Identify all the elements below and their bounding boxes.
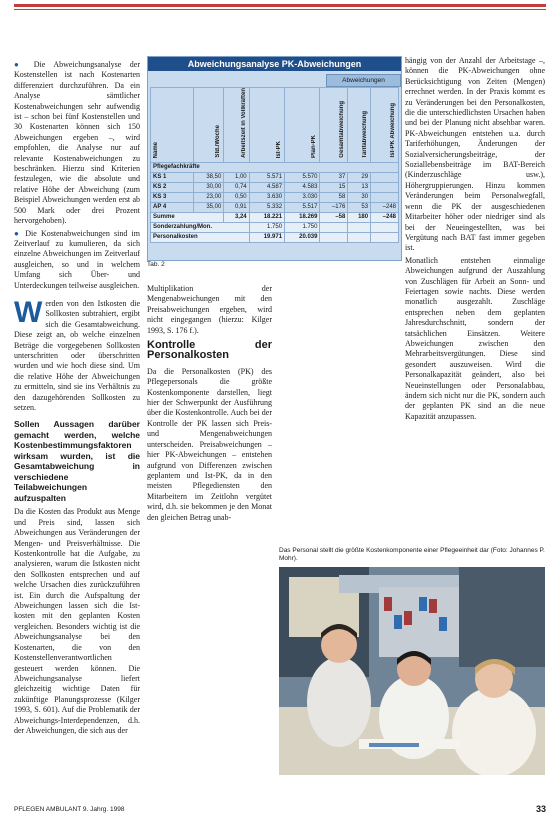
top-rule: [14, 4, 546, 7]
col1-paragraph-1: ● Die Abweichungsanalyse der Kostenstellen ist nach Kostenarten differenziert durchzuführen. Da ein Analyse sämtlicher Kostenabweichungen sehr aufwendig ist – schon bei fünf Kostenstellen und 30 Kostenarten können sich 150 Abweichungen ergeben –, wird empfohlen, die Analyse nur auf relevante Kostenabweichungen zu beschränken. Hierzu sind Kriterien festzulegen, wie die absolute und relative Höhe der Abweichung (zum Beispiel Abweichungen werden erst ab 500 Mark oder drei Prozent hervorgehoben).: [14, 60, 140, 226]
table-title: Abweichungsanalyse PK-Abweichungen: [148, 57, 401, 71]
table-group-header: Abweichungen: [326, 74, 401, 87]
column-3: [405, 56, 545, 542]
col1-paragraph-3: W erden von den Istkosten die Sollkosten subtrahiert, ergibt sich die Gesamtabweichung. Diese zeigt an, ob welche einzelnen Beträge die vorgegebenen Sollkosten unterschritten oder überschritten wurden und wie hoch diese sind. Um die relative Höhe der Abweichungen zu ermitteln, sind sie ins Verhältnis zu den dazugehörenden Sollkosten zu setzen.: [14, 295, 140, 412]
table-row: AP 4 35,00 0,91 5.332 5.517 –176 53 –248: [151, 202, 399, 212]
photo-caption: Das Personal stellt die größte Kostenkomponente einer Pflegeeinheit dar (Foto: Johannes P. Mohr).: [279, 547, 545, 562]
page-footer: [14, 806, 546, 813]
col-header: Arbeitszeit in Vollkräften: [224, 88, 249, 163]
table-grid: [150, 87, 399, 243]
col1-subheading: Sollen Aussagen darüber gemacht werden, welche Kostenbestimmungsfaktoren wirksam wurden, ist die Gesamtabweichung in verschiedene Teilabweichungen aufzuspalten: [14, 419, 140, 503]
col2-paragraph-1: Multiplikation der Mengenabweichungen mit den Preisabweichungen ergeben, wird nicht eingegangen (hierzu: Kilger 1993, S. 176 f.).: [147, 284, 272, 335]
table-row: KS 3 23,00 0,50 3.630 3.030 58 30: [151, 192, 399, 202]
table-sum-row: Summe 3,24 18.221 18.269 –58 180 –248: [151, 212, 399, 222]
col-header: Ist-PK Abweichung: [371, 88, 399, 163]
drop-cap: W: [14, 295, 43, 329]
col-header: Ist-PK: [249, 88, 284, 163]
bullet-icon: ●: [14, 228, 22, 238]
table-row: KS 1 38,50 1,00 5.571 5.570 37 29: [151, 172, 399, 182]
col1-paragraph-2: ● Die Kostenabweichungen sind im Zeitverlauf zu kumulieren, da sich einzelne Abweichungen im Zeitverlauf ausgleichen, so und in welchem Umfang sich Über- und Unterdeckungen teilweise ausgleichen.: [14, 228, 140, 290]
page-number: 33: [535, 804, 546, 814]
col-header: Tarifabweichung: [348, 88, 371, 163]
journal-name: PFLEGEN AMBULANT 9. Jahrg. 1998: [14, 806, 125, 813]
photo-illustration: [279, 567, 545, 775]
table-special-row: Sonderzahlung/Mon. 1.750 1.750: [151, 222, 399, 232]
col3-paragraph-1: hängig von der Anzahl der Arbeitstage –, können die PK-Abweichungen ohne Berücksichtigung von Zeiten (Mengen) errechnet werden. In der Praxis kommt es zu Veränderungen bei den Personalkosten, die die unterschiedlichsten Ursachen haben und bei der Planung nicht absehbar waren. PK-Abweichungen entstehen u.a. durch Tariferhöhungen, Änderungen der Sozialversicherungsbeiträge, der Soziallebensbeiträge im BAT-Bereich (Kinderzuschläge usw.), Höhergruppierungen. Hinzu kommen Veränderungen beim Personalwegfall, wenn die PK der ausgeschiedenen Mitarbeiter höher oder niedriger sind als bei der Neueingestellten, was bei Vergütung nach BAT fast immer gegeben ist.: [405, 56, 545, 253]
bullet-icon: ●: [14, 60, 26, 69]
column-1: [14, 60, 140, 802]
table-section-row: Pflegefachkräfte: [151, 162, 399, 172]
table-header-row: [151, 88, 399, 163]
col3-paragraph-2: Monatlich entstehen einmalige Abweichungen aufgrund der Auszahlung von Zuschlägen für Arbeit an Sonn- und Feiertagen sowie nachts. Diese werden monatlich ausgezahlt. Zuschläge entsprechen neben dem geplanten Jahresdurchschnitt, sondern der tatsächlichen Einsätzen. Weitere Abweichungen zwischen den Mehrarbeitsvergütungen. Diese sind gesondert auszuweisen. Wird die Personalkapazität geändert, also bei Neueinstellungen oder Personalabbau, ändern sich nicht nur die PK, sondern auch der geplanten PK sind an die neue Kapazität anzupassen.: [405, 255, 545, 421]
top-rule-thin: [14, 9, 546, 10]
deviation-table: [147, 56, 402, 261]
section-heading: Kontrolle der Personalkosten: [147, 339, 272, 362]
table-personnel-row: Personalkosten 19.971 20.039: [151, 232, 399, 242]
table-row: KS 2 30,00 0,74 4.587 4.583 15 13: [151, 182, 399, 192]
col-header: Gesamtabweichung: [320, 88, 348, 163]
col-header: Std./Woche: [194, 88, 224, 163]
col2-paragraph-2: Da die Personalkosten (PK) des Pflegepersonals die größte Kostenkomponente darstellen, liegt hier der Schwerpunkt der Ausführung über die Kostenkontrolle. Auch bei der Kontrolle der PK lassen sich Preis- und Mengenabweichungen unterscheiden. Preisabweichungen – hier PK-Abweichungen – entstehen aufgrund von Differenzen zwischen geplantem und Ist-PK, da in den meisten Pflegediensten den Mitarbeitern im Zeitlohn vergütet wird, d.h. sie bekommen je den Monat den gleichen Betrag unab-: [147, 366, 272, 522]
table-caption: Tab. 2: [147, 261, 165, 268]
column-2: [147, 284, 272, 542]
col-header: Plan-PK: [285, 88, 320, 163]
col-header: Name: [151, 88, 194, 163]
office-photo: [279, 567, 545, 775]
col1-paragraph-4: Da die Kosten das Produkt aus Menge und Preis sind, lassen sich Abweichungen aus Veränderungen der Mengen- und Preisverhältnisse. Die Kostenkontrolle hat die Aufgabe, zu analysieren, warum die Istkosten nicht den Sollkosten entsprechen und auf welche Ursachen dies zurückzuführen ist. Ein durch die Aufspaltung der Abweichungen lassen sich die Ist-kosten mit den geplanten Kosten vergleichen. Besonders wichtig ist die Abweichungsanalyse bei den Kostenarten, die von den Kostenstellenverantwortlichen gesteuert werden können. Die Abweichungsanalyse liefert gleichzeitig wichtige Daten für zukünftige Planungsprozesse (Kilger 1993, S. 601). Auf die Problematik der Abweichungs-Interdependenzen, d.h. der Abweichungen, die sich aus der: [14, 507, 140, 735]
